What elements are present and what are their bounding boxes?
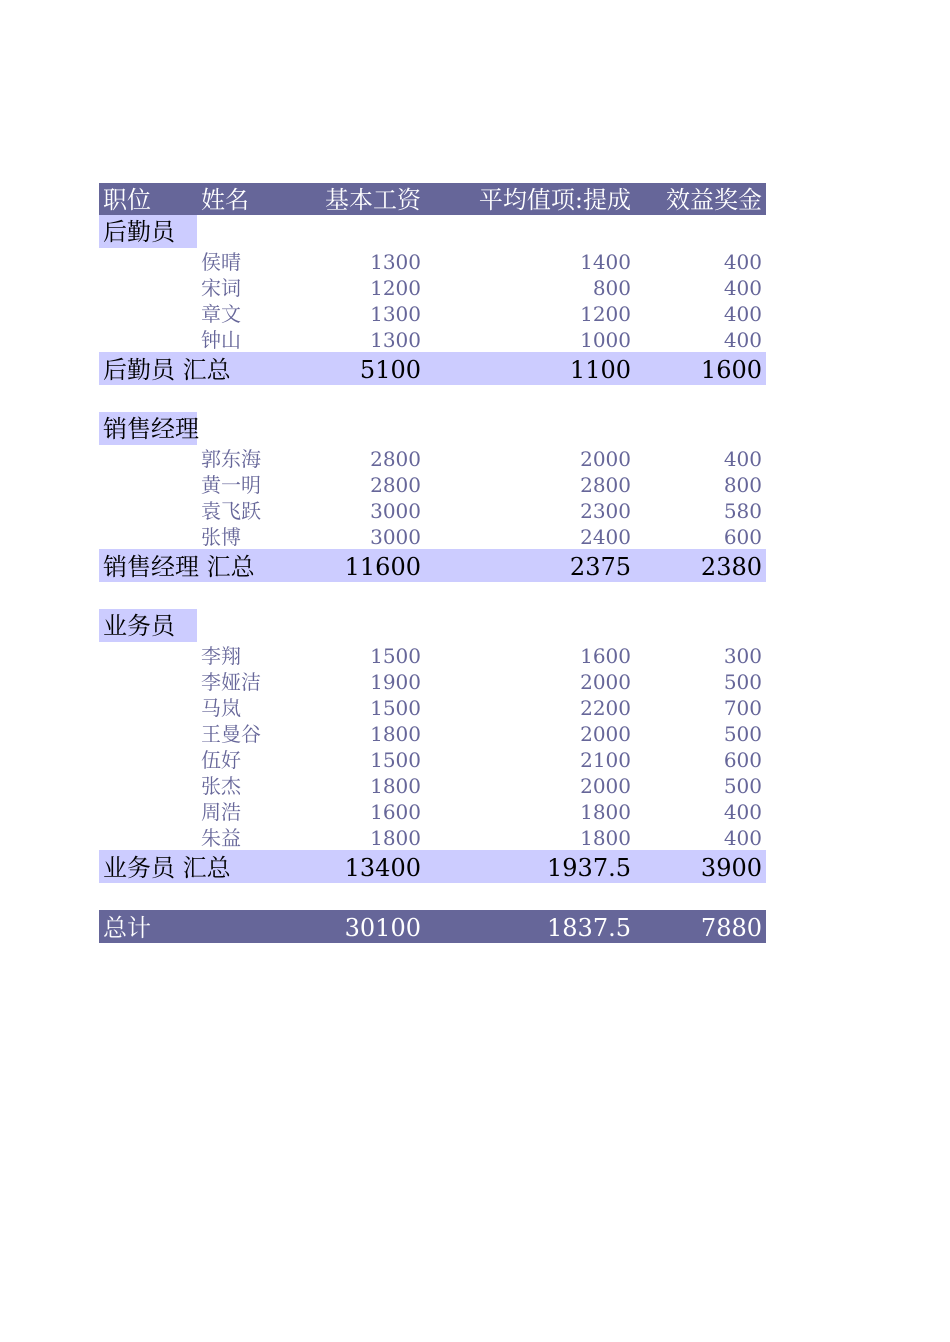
subtotal-bonus: 2380 (700, 553, 762, 581)
subtotal-label: 销售经理 汇总 (103, 553, 255, 581)
base-salary-value: 1900 (370, 670, 421, 694)
employee-name: 袁飞跃 (201, 499, 261, 523)
base-salary-value: 1600 (370, 800, 421, 824)
table-row (99, 720, 766, 746)
group-title: 后勤员 (103, 218, 175, 246)
header-bonus: 效益奖金 (666, 186, 762, 214)
bonus-value: 400 (723, 447, 762, 471)
table-row (99, 772, 766, 798)
employee-name: 李娅洁 (201, 670, 261, 694)
table-row (99, 523, 766, 549)
employee-name: 王曼谷 (201, 722, 261, 746)
employee-name: 朱益 (201, 826, 241, 850)
subtotal-commission: 2375 (569, 553, 631, 581)
commission-value: 2000 (580, 447, 631, 471)
grand-total-label: 总计 (103, 914, 151, 942)
bonus-value: 700 (723, 696, 762, 720)
bonus-value: 600 (723, 748, 762, 772)
commission-value: 1000 (580, 328, 631, 352)
commission-value: 2100 (580, 748, 631, 772)
base-salary-value: 1800 (370, 826, 421, 850)
employee-name: 李翔 (201, 644, 241, 668)
spacer (99, 883, 766, 910)
commission-value: 2000 (580, 722, 631, 746)
employee-name: 章文 (201, 302, 241, 326)
employee-name: 马岚 (201, 696, 241, 720)
bonus-value: 400 (723, 302, 762, 326)
group-title-row (99, 609, 766, 642)
group-title-row (99, 215, 766, 248)
base-salary-value: 1500 (370, 696, 421, 720)
table-row (99, 248, 766, 274)
bonus-value: 400 (723, 328, 762, 352)
table-row (99, 326, 766, 352)
bonus-value: 500 (723, 722, 762, 746)
base-salary-value: 3000 (370, 499, 421, 523)
subtotal-bonus: 3900 (700, 854, 762, 882)
table-row (99, 694, 766, 720)
bonus-value: 600 (723, 525, 762, 549)
commission-value: 2200 (580, 696, 631, 720)
header-avg-commission: 平均值项:提成 (478, 186, 631, 214)
commission-value: 1800 (580, 800, 631, 824)
commission-value: 1400 (580, 250, 631, 274)
table-row (99, 497, 766, 523)
base-salary-value: 1500 (370, 748, 421, 772)
pivot-table (99, 183, 766, 943)
bonus-value: 500 (723, 670, 762, 694)
bonus-value: 300 (723, 644, 762, 668)
commission-value: 800 (592, 276, 631, 300)
base-salary-value: 1800 (370, 774, 421, 798)
employee-name: 宋词 (201, 276, 241, 300)
base-salary-value: 1300 (370, 250, 421, 274)
table-row (99, 445, 766, 471)
header-name[interactable]: 姓名 (201, 186, 249, 214)
commission-value: 2400 (580, 525, 631, 549)
group-list (99, 215, 766, 883)
table-row (99, 642, 766, 668)
commission-value: 1200 (580, 302, 631, 326)
bonus-value: 400 (723, 276, 762, 300)
table-row (99, 746, 766, 772)
employee-name: 伍好 (201, 748, 241, 772)
subtotal-label: 业务员 汇总 (103, 854, 231, 882)
subtotal-row (99, 850, 766, 883)
spacer (99, 582, 766, 609)
bonus-value: 580 (723, 499, 762, 523)
commission-value: 2000 (580, 774, 631, 798)
subtotal-row (99, 352, 766, 385)
commission-value: 2000 (580, 670, 631, 694)
base-salary-value: 1300 (370, 302, 421, 326)
employee-name: 张博 (201, 525, 241, 549)
subtotal-base: 5100 (359, 356, 421, 384)
group-title: 业务员 (103, 612, 175, 640)
bonus-value: 800 (723, 473, 762, 497)
subtotal-row (99, 549, 766, 582)
commission-value: 2800 (580, 473, 631, 497)
employee-name: 郭东海 (201, 447, 261, 471)
spacer (99, 385, 766, 412)
subtotal-commission: 1100 (569, 356, 631, 384)
base-salary-value: 3000 (370, 525, 421, 549)
group-title-row (99, 412, 766, 445)
base-salary-value: 1800 (370, 722, 421, 746)
commission-value: 1800 (580, 826, 631, 850)
header-base-salary: 基本工资 (325, 186, 421, 214)
grand-total-row (99, 910, 766, 943)
group-title: 销售经理 (103, 415, 199, 443)
grand-total-base: 30100 (344, 914, 421, 942)
base-salary-value: 1200 (370, 276, 421, 300)
commission-value: 2300 (580, 499, 631, 523)
table-row (99, 824, 766, 850)
employee-name: 黄一明 (201, 473, 261, 497)
employee-name: 侯晴 (201, 250, 241, 274)
bonus-value: 500 (723, 774, 762, 798)
bonus-value: 400 (723, 826, 762, 850)
base-salary-value: 1500 (370, 644, 421, 668)
grand-total-bonus: 7880 (700, 914, 762, 942)
base-salary-value: 1300 (370, 328, 421, 352)
table-row (99, 668, 766, 694)
table-row (99, 274, 766, 300)
table-row (99, 471, 766, 497)
subtotal-bonus: 1600 (700, 356, 762, 384)
bonus-value: 400 (723, 800, 762, 824)
base-salary-value: 2800 (370, 447, 421, 471)
subtotal-base: 11600 (344, 553, 421, 581)
subtotal-label: 后勤员 汇总 (103, 356, 231, 384)
table-row (99, 300, 766, 326)
subtotal-base: 13400 (344, 854, 421, 882)
table-header-row (99, 183, 766, 215)
table-row (99, 798, 766, 824)
subtotal-commission: 1937.5 (547, 854, 631, 882)
base-salary-value: 2800 (370, 473, 421, 497)
bonus-value: 400 (723, 250, 762, 274)
commission-value: 1600 (580, 644, 631, 668)
grand-total-commission: 1837.5 (547, 914, 631, 942)
header-position[interactable]: 职位 (103, 186, 151, 214)
employee-name: 张杰 (201, 774, 241, 798)
employee-name: 周浩 (201, 800, 241, 824)
employee-name: 钟山 (201, 328, 241, 352)
